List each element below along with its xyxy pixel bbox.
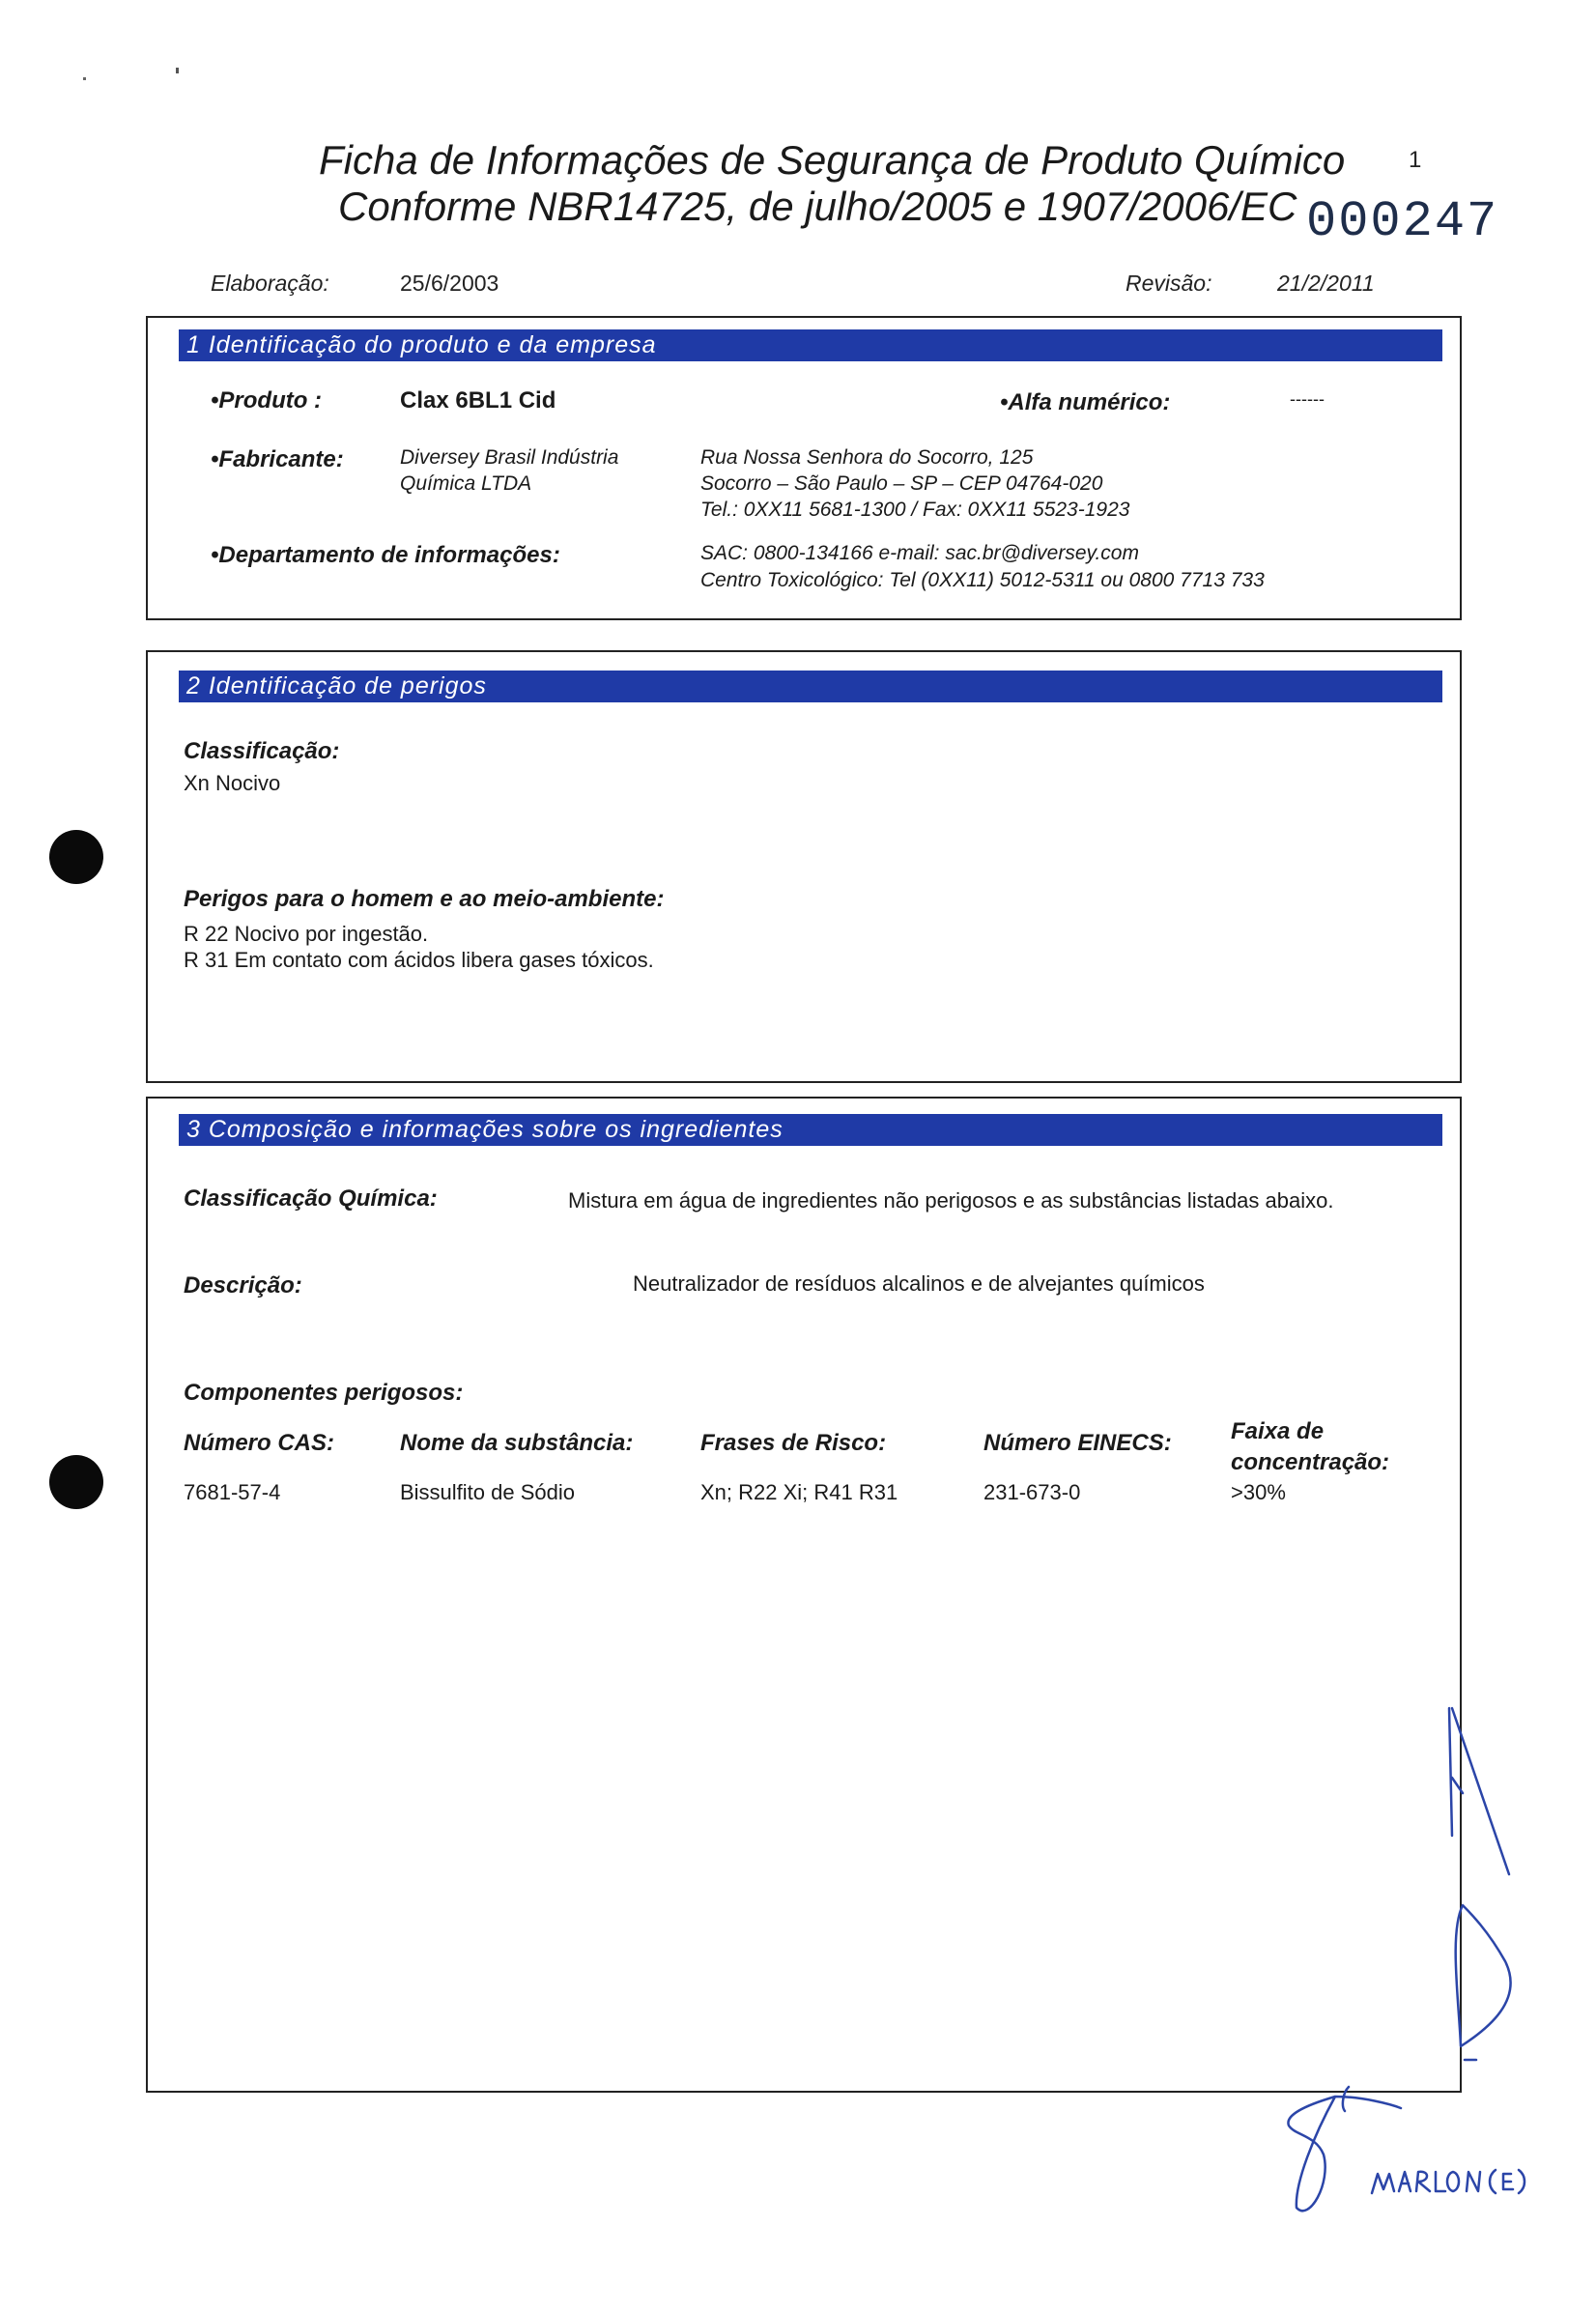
- section-2-header: 2 Identificação de perigos: [179, 671, 1442, 702]
- revisao-date: 21/2/2011: [1277, 271, 1375, 296]
- fabricante-name-line-1: Diversey Brasil Indústria: [400, 446, 619, 469]
- elaboracao-label: Elaboração:: [211, 271, 329, 296]
- column-header-faixa-line-1: Faixa de: [1231, 1418, 1325, 1444]
- column-header-nome: Nome da substância:: [400, 1430, 634, 1456]
- document-title-line-2: Conforme NBR14725, de julho/2005 e 1907/2006/EC: [338, 184, 1297, 229]
- table-cell-frases: Xn; R22 Xi; R41 R31: [700, 1480, 898, 1504]
- section-1-header: 1 Identificação do produto e da empresa: [179, 329, 1442, 361]
- handwritten-signature: [1256, 1681, 1596, 2222]
- classificacao-quimica-label: Classificação Química:: [184, 1185, 438, 1212]
- fabricante-name-line-2: Química LTDA: [400, 472, 532, 495]
- classificacao-label: Classificação:: [184, 738, 340, 764]
- section-2-box: [146, 650, 1462, 1083]
- risk-phrase-2: R 31 Em contato com ácidos libera gases tóxicos.: [184, 948, 654, 972]
- elaboracao-date: 25/6/2003: [400, 271, 499, 296]
- page-number: 1: [1409, 147, 1422, 173]
- centro-toxicologico-line: Centro Toxicológico: Tel (0XX11) 5012-5311 ou 0800 7713 733: [700, 569, 1265, 591]
- column-header-faixa-line-2: concentração:: [1231, 1449, 1390, 1475]
- descricao-value: Neutralizador de resíduos alcalinos e de alvejantes químicos: [633, 1271, 1205, 1296]
- descricao-label: Descrição:: [184, 1272, 302, 1299]
- punch-hole: [49, 830, 103, 884]
- perigos-label: Perigos para o homem e ao meio-ambiente:: [184, 886, 665, 912]
- section-3-header: 3 Composição e informações sobre os ingredientes: [179, 1114, 1442, 1146]
- alfa-numerico-label: •Alfa numérico:: [1000, 389, 1171, 415]
- sac-line: SAC: 0800-134166 e-mail: sac.br@diversey.com: [700, 542, 1139, 564]
- address-line-2: Socorro – São Paulo – SP – CEP 04764-020: [700, 472, 1103, 495]
- classificacao-value: Xn Nocivo: [184, 771, 281, 795]
- stray-mark: [176, 68, 179, 73]
- stray-mark: [83, 77, 86, 80]
- departamento-label: •Departamento de informações:: [211, 542, 560, 568]
- table-cell-nome: Bissulfito de Sódio: [400, 1480, 575, 1504]
- document-title-line-1: Ficha de Informações de Segurança de Produto Químico: [319, 137, 1346, 183]
- table-cell-cas: 7681-57-4: [184, 1480, 281, 1504]
- alfa-numerico-value: ------: [1290, 389, 1325, 409]
- componentes-perigosos-label: Componentes perigosos:: [184, 1380, 464, 1406]
- table-cell-einecs: 231-673-0: [983, 1480, 1081, 1504]
- address-line-1: Rua Nossa Senhora do Socorro, 125: [700, 446, 1034, 469]
- column-header-cas: Número CAS:: [184, 1430, 335, 1456]
- column-header-einecs: Número EINECS:: [983, 1430, 1172, 1456]
- risk-phrase-1: R 22 Nocivo por ingestão.: [184, 922, 429, 946]
- punch-hole: [49, 1455, 103, 1509]
- address-line-3: Tel.: 0XX11 5681-1300 / Fax: 0XX11 5523-1923: [700, 499, 1130, 521]
- produto-value: Clax 6BL1 Cid: [400, 387, 556, 414]
- table-cell-faixa: >30%: [1231, 1480, 1286, 1504]
- classificacao-quimica-value: Mistura em água de ingredientes não perigosos e as substâncias listadas abaixo.: [568, 1188, 1334, 1213]
- produto-label: •Produto :: [211, 387, 323, 414]
- document-number-stamp: 000247: [1306, 193, 1499, 250]
- column-header-frases: Frases de Risco:: [700, 1430, 887, 1456]
- revisao-label: Revisão:: [1126, 271, 1212, 296]
- fabricante-label: •Fabricante:: [211, 446, 344, 472]
